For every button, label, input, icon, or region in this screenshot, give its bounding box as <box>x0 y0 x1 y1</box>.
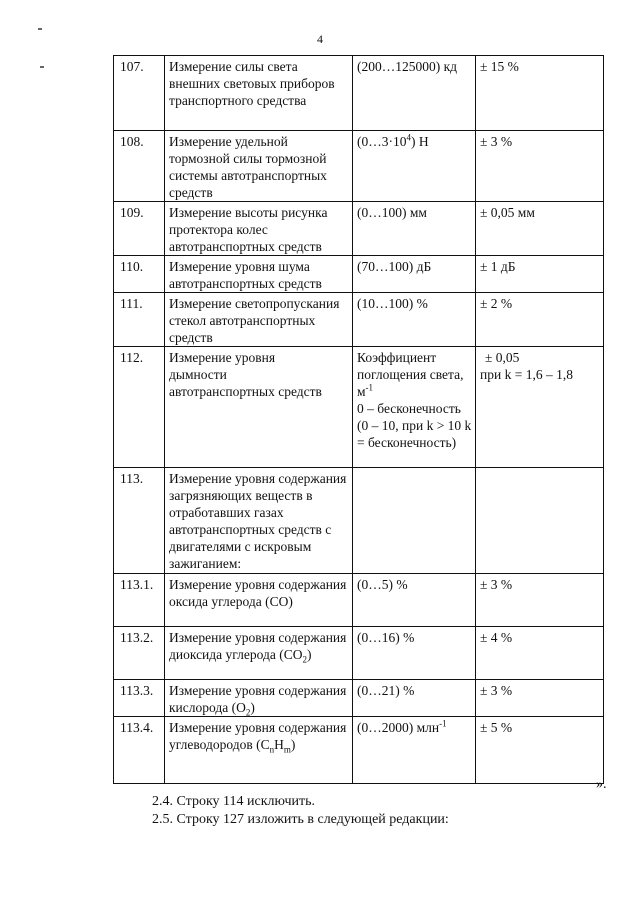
name-text: Измерение уровня содержания кислорода (О <box>169 683 347 715</box>
measurement-name: Измерение высоты рисунка протектора колес автотранспортных средств <box>165 202 353 256</box>
table-row <box>114 680 604 717</box>
measurement-range: (200…125000) кд <box>353 56 476 131</box>
measurement-range: (0…5) % <box>353 574 476 627</box>
measurement-range: (10…100) % <box>353 293 476 347</box>
name-line: Измерение уровня <box>169 350 276 365</box>
range-text: 0 – бесконечность (0 – 10, при k > 10 k = бесконечность) <box>357 401 472 450</box>
name-text: ) <box>290 737 296 752</box>
row-number: 113.1. <box>114 574 165 627</box>
name-subscript: n <box>269 744 275 755</box>
range-exponent: -1 <box>439 718 447 729</box>
measurement-range: (70…100) дБ <box>353 256 476 293</box>
measurement-range: (0…21) % <box>353 680 476 717</box>
measurement-error: ± 3 % <box>476 680 604 717</box>
measurement-error: ± 1 дБ <box>476 256 604 293</box>
name-subscript: m <box>283 744 291 755</box>
range-text: (0…3·10 <box>357 134 407 149</box>
range-exponent: -1 <box>365 382 374 393</box>
measurement-range: (0…16) % <box>353 627 476 680</box>
row-number: 108. <box>114 131 165 202</box>
measurement-name: Измерение уровня шума автотранспортных средств <box>165 256 353 293</box>
range-exponent: 4 <box>406 132 411 143</box>
scan-mark <box>40 66 44 68</box>
instruction-line: 2.5. Строку 127 изложить в следующей редакции: <box>152 812 449 827</box>
table-row <box>114 717 604 784</box>
row-number: 112. <box>114 347 165 468</box>
instruction-line: 2.4. Строку 114 исключить. <box>152 794 315 809</box>
table-row <box>114 56 604 131</box>
measurement-name <box>165 680 353 717</box>
measurement-name: Измерение уровня содержания загрязняющих веществ в отработавших газах автотранспортных средств с двигателями с искровым зажиганием: <box>165 468 353 574</box>
table-row <box>114 131 604 202</box>
table-row <box>114 627 604 680</box>
name-subscript: 2 <box>245 707 251 717</box>
row-number: 110. <box>114 256 165 293</box>
name-text: Измерение уровня содержания углеводородов (С <box>169 720 347 752</box>
row-number: 113.4. <box>114 717 165 784</box>
measurement-range: (0…100) мм <box>353 202 476 256</box>
measurement-range <box>353 717 476 784</box>
measurement-error: ± 0,05 мм <box>476 202 604 256</box>
measurement-error: ± 4 % <box>476 627 604 680</box>
scan-mark <box>38 28 42 30</box>
name-text: Н <box>274 737 284 752</box>
page-number: 4 <box>317 32 323 46</box>
measurement-name <box>165 347 353 468</box>
measurement-error <box>476 468 604 574</box>
range-text: Коэффициент поглощения света, м <box>357 350 464 399</box>
table-row <box>114 256 604 293</box>
measurement-name <box>165 717 353 784</box>
row-number: 113.2. <box>114 627 165 680</box>
name-line: автотранспортных средств <box>169 384 322 399</box>
measurement-name: Измерение светопропускания стекол автотранспортных средств <box>165 293 353 347</box>
range-unit: ) Н <box>411 134 429 149</box>
measurement-error <box>476 347 604 468</box>
measurement-error: ± 2 % <box>476 293 604 347</box>
table-row <box>114 202 604 256</box>
table-row <box>114 293 604 347</box>
range-text: (0…2000) млн <box>357 720 440 735</box>
measurement-name: Измерение уровня содержания оксида углерода (СО) <box>165 574 353 627</box>
row-number: 111. <box>114 293 165 347</box>
measurement-name <box>165 627 353 680</box>
measurement-name: Измерение силы света внешних световых приборов транспортного средства <box>165 56 353 131</box>
measurement-error: ± 3 % <box>476 131 604 202</box>
measurement-range <box>353 468 476 574</box>
table-row <box>114 574 604 627</box>
measurement-error: ± 15 % <box>476 56 604 131</box>
measurements-table <box>113 55 604 784</box>
row-number: 107. <box>114 56 165 131</box>
row-number: 109. <box>114 202 165 256</box>
name-text: ) <box>250 700 255 715</box>
measurement-error: ± 3 % <box>476 574 604 627</box>
name-text: Измерение уровня содержания диоксида углерода (СО <box>169 630 347 662</box>
name-text: ) <box>306 647 312 662</box>
measurement-name: Измерение удельной тормозной силы тормозной системы автотранспортных средств <box>165 131 353 202</box>
table-row <box>114 347 604 468</box>
measurement-error: ± 5 % <box>476 717 604 784</box>
measurement-range <box>353 347 476 468</box>
measurement-range <box>353 131 476 202</box>
closing-quote: ». <box>596 777 607 792</box>
table-row <box>114 468 604 574</box>
name-line: дымности <box>169 367 227 382</box>
error-text: ± 0,05 <box>485 350 520 365</box>
row-number: 113. <box>114 468 165 574</box>
error-text: при k = 1,6 – 1,8 <box>480 367 573 382</box>
row-number: 113.3. <box>114 680 165 717</box>
name-subscript: 2 <box>302 654 307 665</box>
